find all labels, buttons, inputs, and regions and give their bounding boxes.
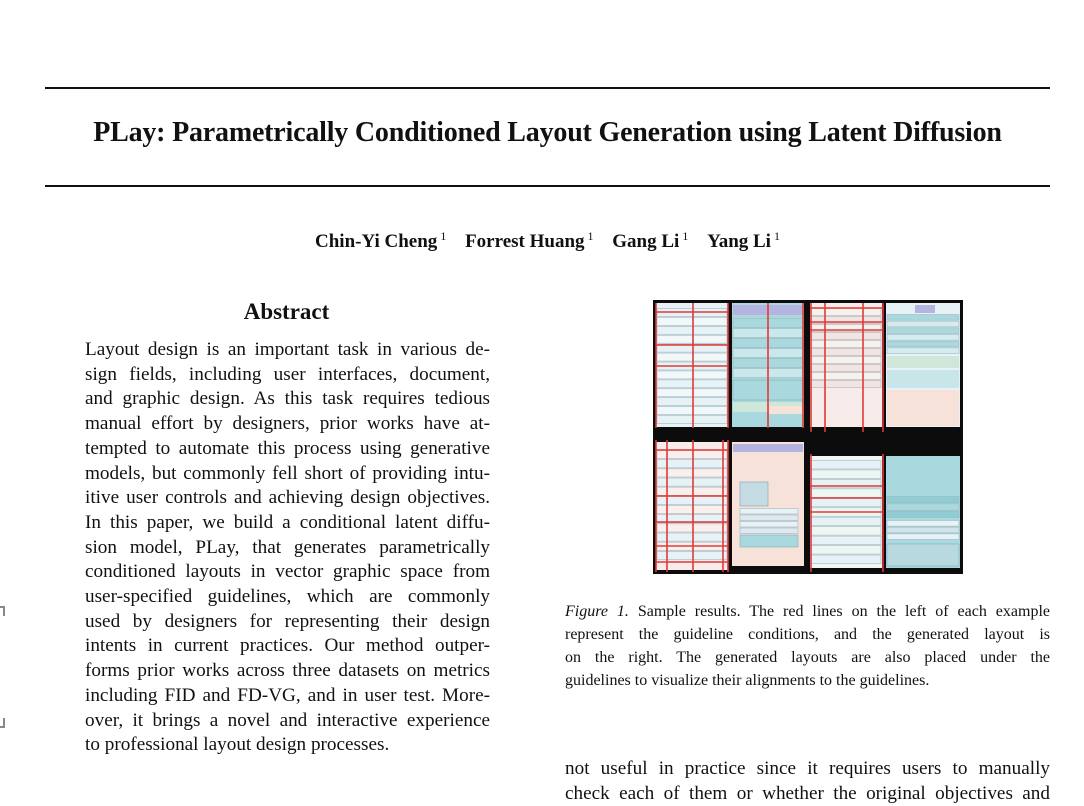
- layout-element: [811, 546, 881, 554]
- author-list: [0, 229, 1084, 253]
- layout-element: [811, 357, 881, 364]
- layout-element: [811, 333, 881, 340]
- author-name: Forrest Huang: [465, 231, 585, 253]
- layout-element: [811, 373, 881, 380]
- margin-crop-mark: [0, 606, 5, 616]
- layout-element: [811, 309, 881, 316]
- layout-element: [887, 335, 959, 341]
- layout-element: [657, 398, 727, 406]
- figure-1-image: [653, 300, 963, 574]
- caption-line: on the right. The generated layouts are also placed under the: [565, 649, 1050, 666]
- abstract-line: models, but commonly fell short of providing intu-: [85, 462, 490, 484]
- layout-element: [887, 315, 959, 321]
- body-line: not useful in practice since it requires users to manually: [565, 758, 1050, 779]
- abstract-line: itive user controls and achieving design objectives.: [85, 487, 490, 509]
- layout-element: [769, 406, 803, 414]
- abstract-line: to professional layout design processes.: [85, 734, 390, 756]
- layout-element: [887, 497, 959, 503]
- author-name: Gang Li: [612, 231, 680, 253]
- title-bottom-rule: [45, 185, 1050, 187]
- layout-element: [657, 317, 727, 325]
- layout-element: [811, 365, 881, 372]
- abstract-line: intents in current practices. Our method outper-: [85, 635, 490, 657]
- author-affiliation: 1: [773, 229, 780, 243]
- caption-line: [565, 600, 1050, 623]
- layout-element: [811, 527, 881, 535]
- author: [707, 231, 780, 252]
- author: [612, 231, 688, 252]
- layout-element: [811, 381, 881, 388]
- layout-element: [887, 504, 959, 510]
- layout-element: [887, 341, 959, 347]
- abstract-line: used by designers for representing their design: [85, 610, 490, 632]
- caption-line: guidelines to visualize their alignments to the guidelines.: [565, 672, 930, 689]
- layout-element: [657, 326, 727, 334]
- body-text-right-column: [565, 757, 1050, 806]
- abstract-line: sign fields, including user interfaces, document,: [85, 363, 490, 385]
- layout-element: [887, 356, 959, 368]
- abstract-line: over, it brings a novel and interactive experience: [85, 709, 490, 731]
- abstract-line: user-specified guidelines, which are commonly: [85, 586, 490, 608]
- layout-element: [887, 390, 959, 426]
- layout-element: [740, 482, 768, 506]
- body-line: check each of them or whether the original objectives and: [565, 782, 1050, 804]
- abstract-line: Layout design is an important task in various de-: [85, 339, 490, 360]
- layout-samples-graphic: [653, 300, 963, 574]
- layout-element: [811, 517, 881, 525]
- abstract-line: conditioned layouts in vector graphic space from: [85, 561, 490, 583]
- layout-element: [887, 321, 959, 327]
- layout-element: [740, 535, 798, 547]
- abstract-line: forms prior works across three datasets on metrics: [85, 660, 490, 682]
- layout-element: [887, 534, 959, 540]
- layout-element: [887, 527, 959, 533]
- caption-line: represent the guideline conditions, and the generated layout is: [565, 626, 1050, 643]
- layout-element: [657, 335, 727, 343]
- author-affiliation: 1: [440, 229, 447, 243]
- layout-element: [811, 349, 881, 356]
- author-affiliation: 1: [682, 229, 689, 243]
- paper-title: PLay: Parametrically Conditioned Layout Generation using Latent Diffusion: [93, 117, 1002, 148]
- layout-element: [887, 511, 959, 517]
- layout-element: [740, 515, 798, 521]
- layout-element: [811, 536, 881, 544]
- layout-element: [740, 528, 798, 534]
- abstract-line: tempted to automate this process using generative: [85, 437, 490, 459]
- layout-element: [887, 328, 959, 334]
- layout-element: [811, 498, 881, 506]
- author-name: Chin-Yi Cheng: [315, 231, 438, 253]
- layout-element: [740, 522, 798, 528]
- abstract-heading: Abstract: [243, 299, 330, 324]
- layout-element: [733, 444, 803, 452]
- abstract-line: and graphic design. As this task requires tedious: [85, 388, 490, 410]
- abstract-line: manual effort by designers, prior works have at-: [85, 413, 490, 435]
- author: [465, 231, 593, 252]
- layout-element: [657, 416, 727, 424]
- abstract-line: including FID and FD-VG, and in user test. More-: [85, 684, 490, 706]
- author-affiliation: 1: [587, 229, 594, 243]
- layout-element: [657, 353, 727, 361]
- layout-element: [657, 389, 727, 397]
- abstract-line: In this paper, we build a conditional latent diffu-: [85, 511, 490, 533]
- caption-text: Sample results. The red lines on the left of each example: [628, 603, 1050, 620]
- figure-caption: [565, 600, 1050, 692]
- layout-element: [887, 544, 959, 566]
- abstract-line: sion model, PLay, that generates parametrically: [85, 536, 490, 558]
- layout-element: [887, 521, 959, 527]
- layout-element: [740, 509, 798, 515]
- layout-element: [657, 371, 727, 379]
- author: [315, 231, 446, 252]
- title-top-rule: [45, 87, 1050, 89]
- layout-element: [915, 305, 935, 313]
- layout-element: [887, 348, 959, 354]
- figure-label: Figure 1.: [565, 603, 629, 620]
- layout-element: [657, 407, 727, 415]
- layout-element: [811, 555, 881, 563]
- layout-element: [811, 470, 881, 478]
- layout-element: [887, 370, 959, 388]
- layout-element: [811, 341, 881, 348]
- author-name: Yang Li: [707, 231, 771, 253]
- margin-crop-mark: [0, 718, 5, 728]
- layout-element: [811, 461, 881, 469]
- layout-element: [811, 489, 881, 497]
- layout-element: [657, 380, 727, 388]
- abstract-body: [85, 338, 490, 758]
